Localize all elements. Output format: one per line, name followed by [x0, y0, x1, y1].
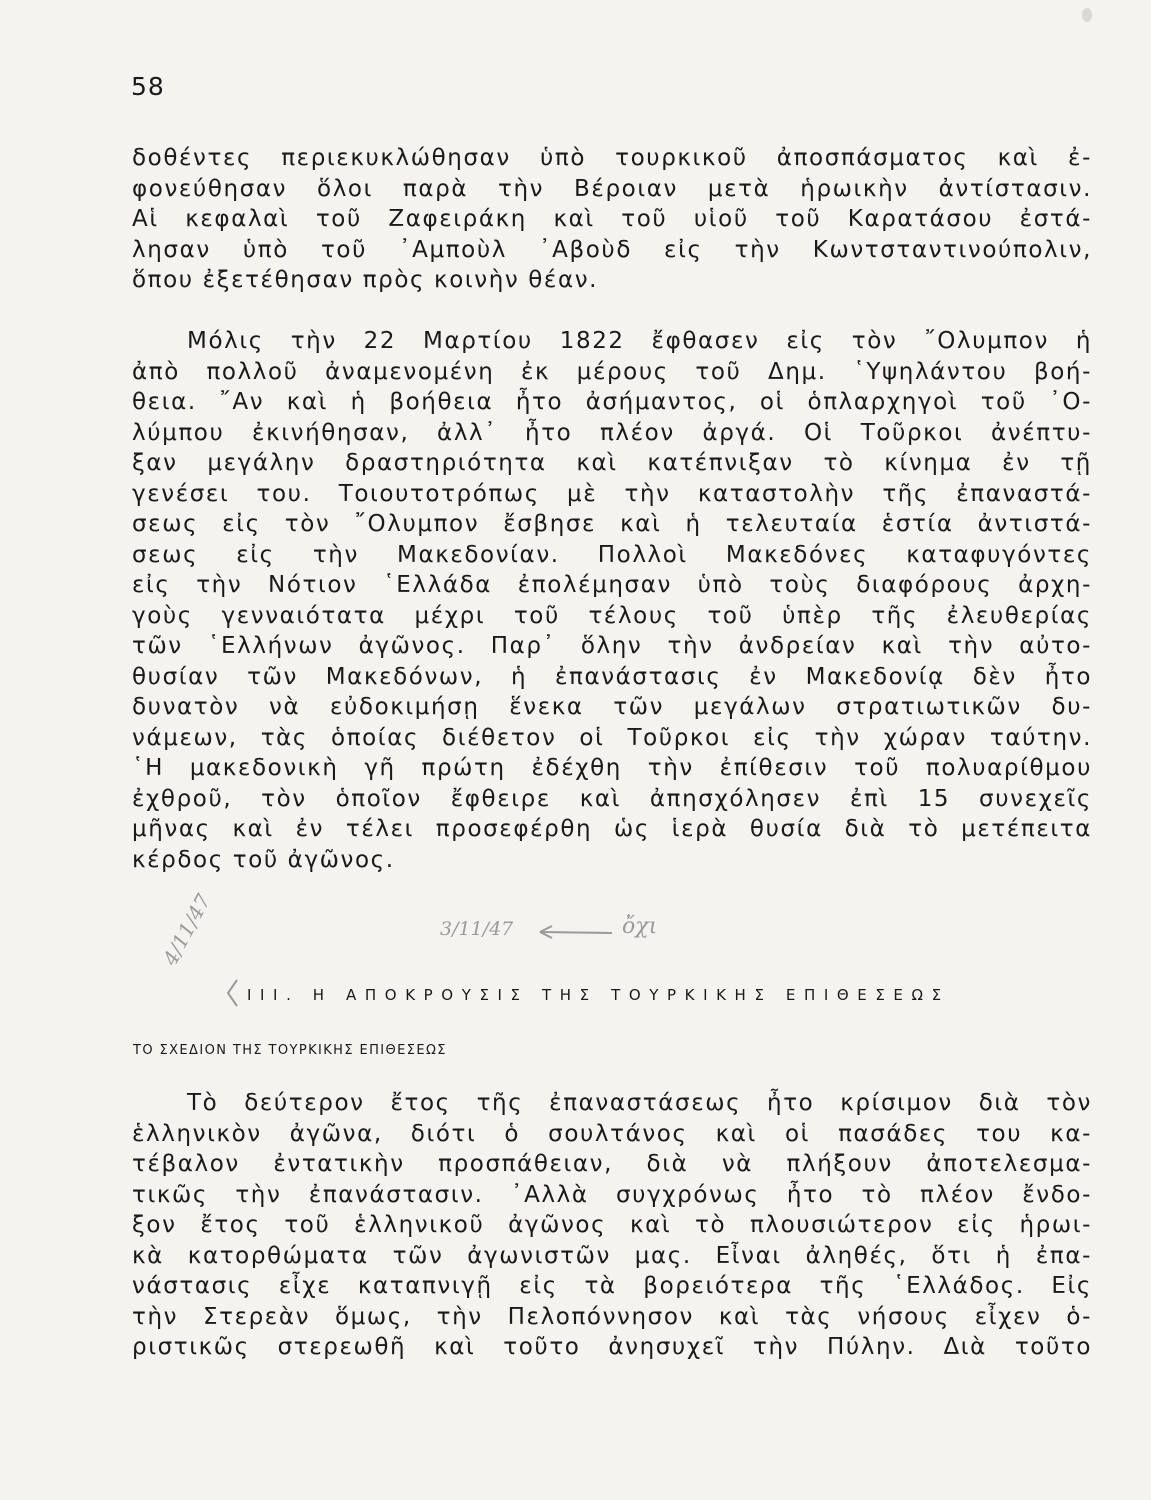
text-line: τικῶς τὴν ἐπανάστασιν. ᾿Αλλὰ συγχρόνως ἦτο τὸ πλέον ἔνδο- [132, 1181, 1092, 1208]
text-line: ῾Η μακεδονικὴ γῆ πρώτη ἐδέχθη τὴν ἐπίθεσιν τοῦ πολυαρίθμου [132, 755, 1092, 781]
paragraph-3 [132, 1088, 1092, 1363]
text-line: εἰς τὴν Νότιον ῾Ελλάδα ἐπολέμησαν ὑπὸ τοὺς διαφόρους ἀρχη- [132, 572, 1092, 598]
handwritten-date-note: 3/11/47 [440, 918, 514, 940]
text-line: ξαν μεγάλην δραστηριότητα καὶ κατέπνιξαν τὸ κίνημα ἐν τῇ [132, 450, 1092, 476]
text-line: σεως εἰς τὴν Μακεδονίαν. Πολλοὶ Μακεδόνες καταφυγόντες [132, 541, 1092, 568]
text-line: ξον ἔτος τοῦ ἑλληνικοῦ ἀγῶνος καὶ τὸ πλουσιώτερον εἰς ἡρωι- [132, 1212, 1092, 1238]
section-heading: III. Η ΑΠΟΚΡΟΥΣΙΣ ΤΗΣ ΤΟΥΡΚΙΚΗΣ ΕΠΙΘΕΣΕΩΣ [247, 986, 950, 1004]
text-line: νάμεων, τὰς ὁποίας διέθετον οἱ Τοῦρκοι εἰς τὴν χώραν ταύτην. [132, 724, 1092, 751]
text-line: ριστικῶς στερεωθῆ καὶ τοῦτο ἀνησυχεῖ τὴν Πύλην. Διὰ τοῦτο [132, 1334, 1092, 1360]
handwritten-margin-date: 4/11/47 [158, 889, 216, 970]
handwritten-bracket-icon [225, 978, 239, 1008]
text-line: γενέσει του. Τοιουτοτρόπως μὲ τὴν καταστολὴν τῆς ἐπαναστά- [132, 480, 1092, 507]
text-line: λύμπου ἐκινήθησαν, ἀλλ᾿ ἦτο πλέον ἀργά. Οἱ Τοῦρκοι ἀνέπτυ- [132, 419, 1092, 446]
text-line: ἀπὸ πολλοῦ ἀναμενομένη ἐκ μέρους τοῦ Δημ. ῾Υψηλάντου βοή- [132, 358, 1092, 385]
handwritten-word-note: ὄχι [622, 914, 658, 939]
text-line: δυνατὸν νὰ εὐδοκιμήσῃ ἕνεκα τῶν μεγάλων στρατιωτικῶν δυ- [132, 694, 1092, 720]
text-line: κέρδος τοῦ ἀγῶνος. [132, 846, 395, 873]
text-line: δοθέντες περιεκυκλώθησαν ὑπὸ τουρκικοῦ ἀποσπάσματος καὶ ἐ- [132, 145, 1092, 171]
text-line: τέβαλον ἐντατικὴν προσπάθειαν, διὰ νὰ πλήξουν ἀποτελεσμα- [132, 1151, 1092, 1177]
text-line: Τὸ δεύτερον ἔτος τῆς ἐπαναστάσεως ἦτο κρίσιμον διὰ τὸν [187, 1090, 1092, 1116]
text-line: Μόλις τὴν 22 Μαρτίου 1822 ἔφθασεν εἰς τὸν ῎Ολυμπον ἡ [187, 328, 1092, 354]
text-line: τῶν ῾Ελλήνων ἀγῶνος. Παρ᾿ ὅλην τὴν ἀνδρείαν καὶ τὴν αὐτο- [132, 633, 1092, 659]
subheading: ΤΟ ΣΧΕΔΙΟΝ ΤΗΣ ΤΟΥΡΚΙΚΗΣ ΕΠΙΘΕΣΕΩΣ [133, 1043, 447, 1058]
text-line: κὰ κατορθώματα τῶν ἀγωνιστῶν μας. Εἶναι ἀληθές, ὅτι ἡ ἐπα- [132, 1242, 1092, 1269]
text-line: θεια. ῎Αν καὶ ἡ βοήθεια ἦτο ἀσήμαντος, οἱ ὁπλαρχηγοὶ τοῦ ᾿Ο- [132, 389, 1092, 415]
paragraph-1 [132, 143, 1092, 296]
text-line: ἐχθροῦ, τὸν ὁποῖον ἔφθειρε καὶ ἀπησχόλησεν ἐπὶ 15 συνεχεῖς [132, 785, 1092, 812]
text-line: σεως εἰς τὸν ῎Ολυμπον ἔσβησε καὶ ἡ τελευταία ἑστία ἀντιστά- [132, 511, 1092, 537]
paragraph-2 [132, 326, 1092, 875]
text-line: λησαν ὑπὸ τοῦ ᾿Αμποὺλ ᾿Αβοὺδ εἰς τὴν Κωντσταντινούπολιν, [132, 236, 1092, 263]
paper-speck [1082, 8, 1092, 22]
text-line: γοὺς γενναιότατα μέχρι τοῦ τέλους τοῦ ὑπὲρ τῆς ἐλευθερίας [132, 602, 1092, 629]
text-line: νάστασις εἶχε καταπνιγῇ εἰς τὰ βορειότερα τῆς ῾Ελλάδος. Εἰς [132, 1273, 1092, 1299]
text-line: τὴν Στερεὰν ὅμως, τὴν Πελοπόννησον καὶ τὰς νήσους εἶχεν ὁ- [132, 1303, 1092, 1330]
text-line: Αἱ κεφαλαὶ τοῦ Ζαφειράκη καὶ τοῦ υἱοῦ τοῦ Καρατάσου ἐστά- [132, 206, 1092, 232]
handwritten-arrow-icon [534, 924, 614, 940]
text-line: ὅπου ἐξετέθησαν πρὸς κοινὴν θέαν. [132, 267, 599, 293]
text-line: μῆνας καὶ ἐν τέλει προσεφέρθη ὡς ἱερὰ θυσία διὰ τὸ μετέπειτα [132, 816, 1092, 842]
text-line: ἑλληνικὸν ἀγῶνα, διότι ὁ σουλτάνος καὶ οἱ πασάδες του κα- [132, 1120, 1092, 1147]
page-number: 58 [131, 72, 165, 101]
text-line: θυσίαν τῶν Μακεδόνων, ἡ ἐπανάστασις ἐν Μακεδονίᾳ δὲν ἦτο [132, 663, 1092, 690]
text-line: φονεύθησαν ὅλοι παρὰ τὴν Βέροιαν μετὰ ἡρωικὴν ἀντίστασιν. [132, 175, 1092, 202]
